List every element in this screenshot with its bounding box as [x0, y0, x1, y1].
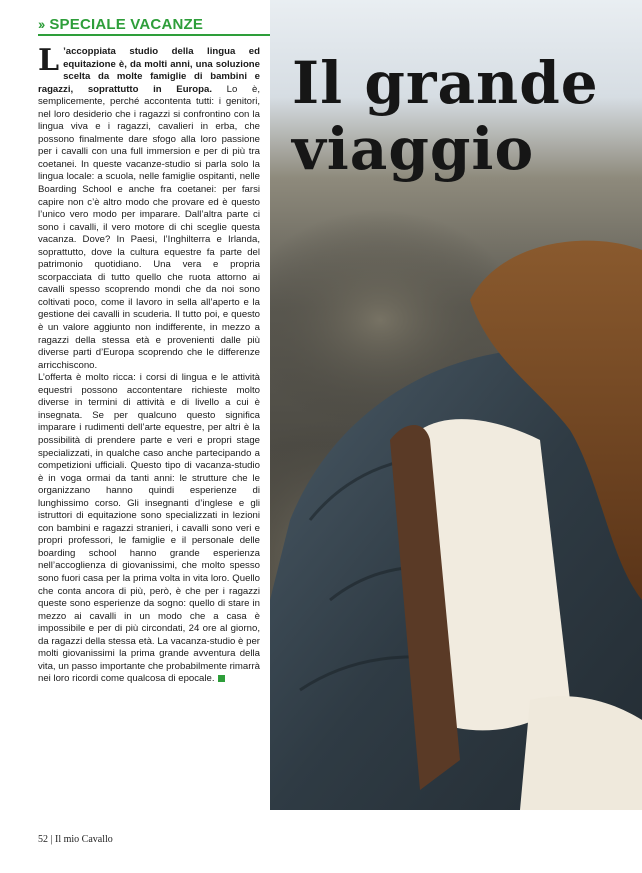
article-lead: ’accoppiata studio della lingua ed equitazione è, da molti anni, una soluzione scelta da molte famiglie di bambini e ragazzi, soprattutto in Europa.: [38, 46, 260, 95]
page-footer: 52 | Il mio Cavallo: [38, 834, 113, 845]
article-paragraph-2-text: L’offerta è molto ricca: i corsi di lingua e le attività equestri possono accontentare richieste molto diverse in termini di attività e di livello a cui è insegnata. Se per qualcuno questo significa imparare i rudimenti dell’arte equestre, per altri è la possibilità di prendere parte e veri e propri stage specializzati, in qualche caso anche partecipando a competizioni ufficiali. Questo tipo di vacanza-studio è in voga ormai da tanti anni: le strutture che le organizzano hanno quindi esperienze di lunghissimo corso. Gli insegnanti d’inglese e gli istruttori di equitazione sono specializzati in lezioni con bambini e ragazzi stranieri, i cavalli sono veri e propri professori, le famiglie e il personale delle boarding school hanno grande esperienza nell’accoglienza di giovanissimi, che molto spesso sono fuori casa per la prima volta in vita loro. Quello che conta ancora di più, però, è che per i ragazzi queste sono esperienze da sogno: quello di stare in mezzo ai cavalli in un modo che a casa è impossibile e per di più circondati, 24 ore al giorno, da ragazzi della stessa età. La vacanza-studio è per molti giovanissimi la prima grande avventura della vita, un passo importante che probabilmente rimarrà nei loro ricordi come qualcosa di epocale.: [38, 372, 260, 685]
chevron-right-icon: ››: [38, 16, 44, 32]
article-body: [38, 43, 260, 686]
article-paragraph-2: [38, 372, 260, 686]
section-header: [38, 14, 270, 36]
section-title: SPECIALE VACANZE: [49, 15, 204, 33]
end-mark-icon: [218, 675, 225, 682]
article-paragraph-1-text: Lo è, semplicemente, perché accontenta tutti: i genitori, nel loro desiderio che i ragazzi si confrontino con la lingua viva e i ragazzi, cavalieri in erba, che possono finalmente dare sfogo alla loro passione per i cavalli con una full immersion e per di più tra coetanei. In queste vacanze-studio si parla solo la lingua locale: a scuola, nelle famiglie ospitanti, nelle Boarding School e anche fra coetanei: per farsi capire non c’è altro modo che provare ed è questo l’unico vero modo per imparare. Dall’altra parte ci sono i cavalli, il vero motore di chi sceglie questa vacanza. Dove? In Paesi, l’Inghilterra e Irlanda, soprattutto, dove la cultura equestre fa parte del patrimonio quotidiano. Una vera e propria scorpacciata di tutto quello che ruota attorno ai cavalli spesso scoprendo mondi che da noi sono coltivati poco, come il lavoro in sella all’aperto e la gestione dei cavalli in scuderia. Il tutto poi, e questo è un valore aggiunto non indifferente, in mezzo a ragazzi della stessa età e provenienti dalle più diverse parti d’Europa scoprendo che le differenze arricchiscono.: [38, 83, 260, 371]
drop-cap: L: [38, 43, 60, 78]
headline-line-1: Il grande: [292, 49, 599, 117]
headline: [292, 50, 632, 182]
article-paragraph-1: [38, 43, 260, 372]
headline-line-2: viaggio: [292, 115, 535, 183]
